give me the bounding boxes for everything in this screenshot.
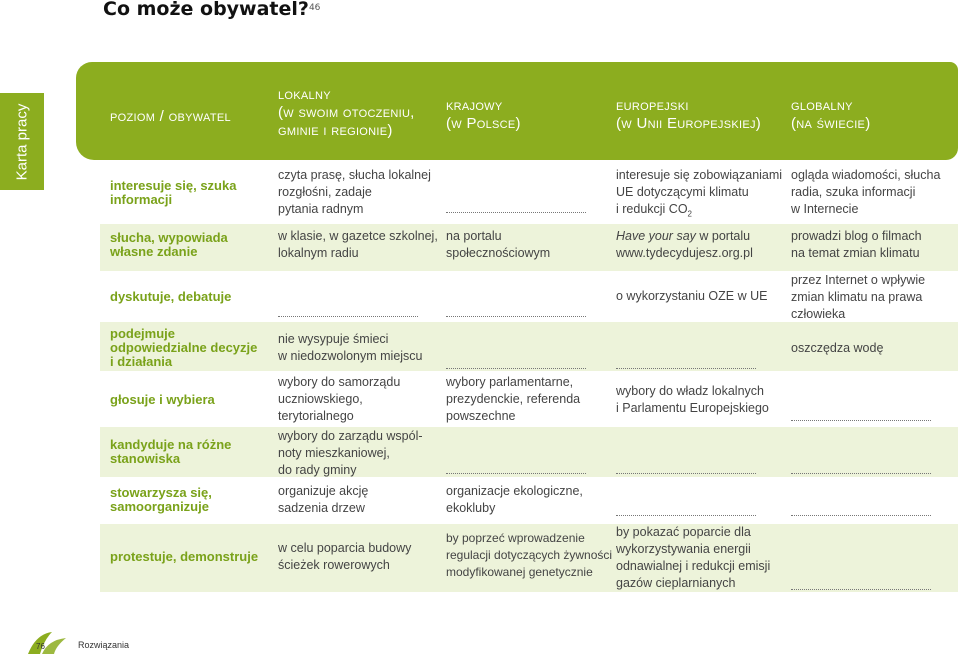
section-name: Rozwiązania	[78, 640, 130, 650]
row-label-line: podejmuje	[110, 326, 176, 341]
cell-r6-local	[278, 428, 423, 479]
header-national-line2: (w Polsce)	[446, 115, 521, 132]
cell-line: organizacje ekologiczne,	[446, 484, 583, 498]
blank-line	[791, 589, 931, 590]
cell-line: ścieżek rowerowych	[278, 558, 390, 572]
header-national-line1: krajowy	[446, 97, 503, 114]
cell-line: wykorzystywania energii	[616, 542, 751, 556]
page-number: 76	[36, 642, 45, 651]
cell-line: w Internecie	[791, 202, 859, 216]
page-title-text: Co może obywatel?	[103, 0, 309, 20]
cell-line: radia, szuka informacji	[791, 185, 916, 199]
cell-line: przez Internet o wpływie	[791, 273, 926, 287]
row-label-line: stanowiska	[110, 451, 181, 466]
cell-line: regulacji dotyczących żywności	[446, 548, 613, 562]
cell-r4-local	[278, 331, 423, 365]
subscript: 2	[687, 209, 692, 219]
row-label-decide	[110, 327, 257, 369]
header-european-line1: europejski	[616, 97, 689, 114]
cell-line: czyta prasę, słucha lokalnej	[278, 168, 431, 182]
cell-line: prowadzi blog o filmach	[791, 229, 922, 243]
cell-line: lokalnym radiu	[278, 246, 359, 260]
header-national	[446, 97, 521, 133]
cell-r1-global	[791, 167, 940, 218]
blank-line	[446, 368, 586, 369]
cell-line: modyfikowanej genetycznie	[446, 565, 593, 579]
cell-line: ogląda wiadomości, słucha	[791, 168, 941, 182]
cell-line: w niedozwolonym miejscu	[278, 349, 423, 363]
cell-r1-european	[616, 167, 782, 223]
cell-line: wybory parlamentarne,	[446, 375, 574, 389]
cell-line: odnawialnej i redukcji emisji	[616, 559, 771, 573]
header-global-line2: (na świecie)	[791, 115, 871, 132]
cell-r8-european	[616, 524, 770, 592]
footnote-ref: 46	[308, 3, 321, 13]
cell-line: w klasie, w gazetce szkolnej,	[278, 229, 438, 243]
blank-line	[446, 316, 586, 317]
cell-r2-global	[791, 228, 922, 262]
cell-line: gazów cieplarnianych	[616, 576, 736, 590]
cell-italic: Have your say	[616, 229, 696, 243]
row-label-line: i działania	[110, 354, 173, 369]
cell-line: ekokluby	[446, 501, 496, 515]
side-tab	[0, 93, 44, 190]
blank-line	[616, 473, 756, 474]
header-local-line3: gminie i regionie)	[278, 122, 393, 139]
cell-line	[616, 201, 782, 223]
cell-line: na portalu	[446, 229, 502, 243]
cell-text: w portalu	[695, 229, 751, 243]
cell-r3-global	[791, 272, 925, 323]
blank-line	[791, 473, 931, 474]
cell-r8-local	[278, 540, 411, 574]
row-label-line: głosuje i wybiera	[110, 392, 215, 407]
cell-line: zmian klimatu na prawa	[791, 290, 923, 304]
header-global-line1: globalny	[791, 97, 853, 114]
row-label-protest	[110, 550, 258, 564]
cell-line: społecznościowym	[446, 246, 551, 260]
blank-line	[446, 212, 586, 213]
blank-line	[791, 420, 931, 421]
cell-line: by poprzeć wprowadzenie	[446, 531, 585, 545]
cell-line: interesuje się zobowiązaniami	[616, 168, 783, 182]
header-global	[791, 97, 871, 133]
side-tab-label: Karta pracy	[13, 103, 31, 180]
cell-line: prezydenckie, referenda	[446, 392, 581, 406]
cell-line: i Parlamentu Europejskiego	[616, 401, 769, 415]
row-label-line: samoorganizuje	[110, 499, 209, 514]
row-label-line: informacji	[110, 192, 173, 207]
cell-r7-national	[446, 483, 583, 517]
row-label-candidate	[110, 438, 231, 466]
cell-line	[616, 228, 753, 245]
cell-line: na temat zmian klimatu	[791, 246, 920, 260]
cell-line: noty mieszkaniowej,	[278, 446, 390, 460]
cell-r1-local	[278, 167, 431, 218]
row-label-line: dyskutuje, debatuje	[110, 289, 232, 304]
cell-r5-national	[446, 374, 580, 425]
cell-r4-global	[791, 340, 883, 357]
cell-line: powszechne	[446, 409, 516, 423]
cell-line: terytorialnego	[278, 409, 354, 423]
cell-line: UE dotyczącymi klimatu	[616, 185, 749, 199]
cell-line: by pokazać poparcie dla	[616, 525, 751, 539]
cell-r5-european	[616, 383, 769, 417]
cell-r2-european	[616, 228, 753, 262]
cell-line: nie wysypuje śmieci	[278, 332, 389, 346]
cell-line: o wykorzystaniu OZE w UE	[616, 289, 768, 303]
row-label-line: kandyduje na różne	[110, 437, 232, 452]
blank-line	[278, 316, 418, 317]
leaf-logo-icon	[26, 630, 70, 656]
cell-r3-european	[616, 288, 767, 305]
cell-line: oszczędza wodę	[791, 341, 884, 355]
row-label-inform	[110, 179, 236, 207]
cell-r7-local	[278, 483, 368, 517]
cell-line: uczniowskiego,	[278, 392, 363, 406]
row-label-line: stowarzysza się,	[110, 485, 212, 500]
cell-text: i redukcji CO	[616, 202, 688, 216]
row-label-line: słucha, wypowiada	[110, 230, 228, 245]
blank-line	[616, 368, 756, 369]
row-label-line: własne zdanie	[110, 244, 198, 259]
blank-line	[791, 515, 931, 516]
header-local	[278, 86, 415, 140]
cell-line: do rady gminy	[278, 463, 357, 477]
row-label-vote	[110, 393, 215, 407]
header-local-line1: lokalny	[278, 86, 331, 103]
cell-r2-local	[278, 228, 438, 262]
cell-r8-national	[446, 530, 612, 581]
cell-line: rozgłośni, zadaje	[278, 185, 372, 199]
row-label-line: odpowiedzialne decyzje	[110, 340, 258, 355]
page-title	[103, 0, 320, 20]
row-label-discuss	[110, 290, 231, 304]
row-label-speak	[110, 231, 228, 259]
header-european	[616, 97, 761, 133]
row-label-line: interesuje się, szuka	[110, 178, 237, 193]
cell-line: wybory do samorządu	[278, 375, 401, 389]
cell-line: wybory do zarządu wspól-	[278, 429, 423, 443]
row-label-line: protestuje, demonstruje	[110, 549, 259, 564]
row-label-associate	[110, 486, 212, 514]
cell-line: organizuje akcję	[278, 484, 369, 498]
blank-line	[446, 473, 586, 474]
cell-line: w celu poparcia budowy	[278, 541, 412, 555]
blank-line	[616, 515, 756, 516]
header-local-line2: (w swoim otoczeniu,	[278, 104, 415, 121]
header-level: poziom / obywatel	[110, 108, 231, 125]
cell-line: sadzenia drzew	[278, 501, 365, 515]
cell-line: człowieka	[791, 307, 846, 321]
cell-r5-local	[278, 374, 400, 425]
header-european-line2: (w Unii Europejskiej)	[616, 115, 762, 132]
cell-line: pytania radnym	[278, 202, 364, 216]
cell-line: wybory do władz lokalnych	[616, 384, 764, 398]
cell-line: www.tydecydujesz.org.pl	[616, 246, 753, 260]
cell-r2-national	[446, 228, 550, 262]
